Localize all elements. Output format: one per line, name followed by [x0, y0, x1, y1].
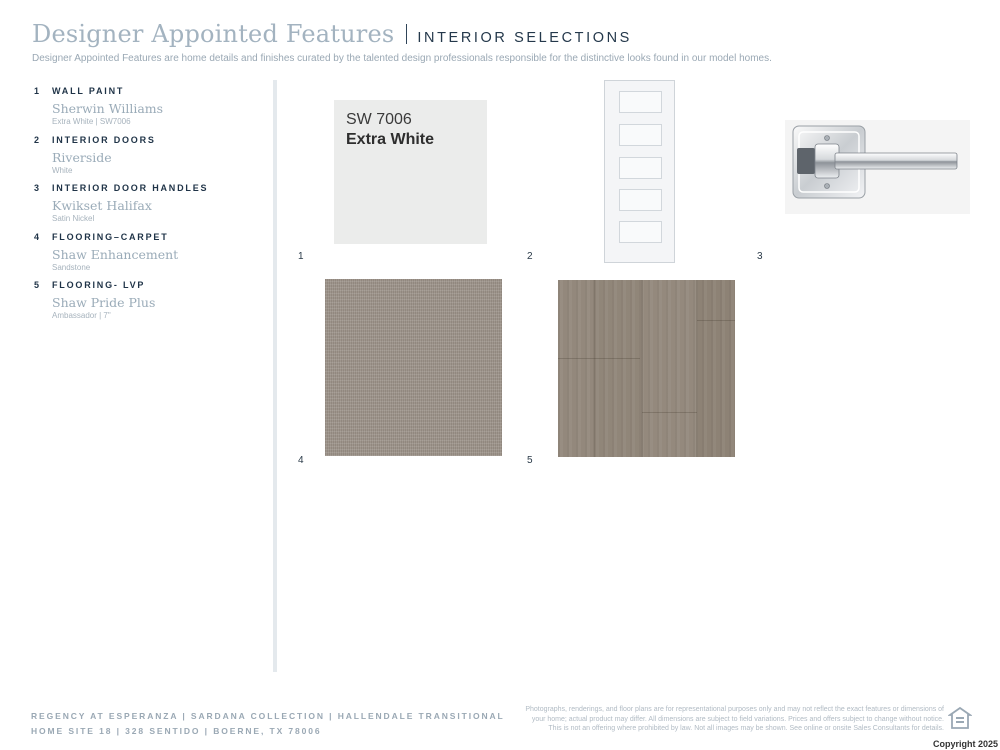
feature-category: WALL PAINT: [52, 86, 125, 96]
door-panel: [619, 221, 662, 243]
paint-code: SW 7006: [346, 111, 412, 128]
feature-number: 2: [34, 134, 41, 145]
swatch-label-5: 5: [527, 455, 533, 466]
footer-disclaimer: [498, 705, 944, 734]
feature-item-carpet: [34, 232, 259, 281]
swatch-label-4: 4: [298, 455, 304, 466]
feature-detail: White: [52, 165, 73, 175]
equal-housing-icon: [948, 706, 972, 730]
page-header: [32, 20, 972, 64]
feature-category: INTERIOR DOOR HANDLES: [52, 183, 209, 193]
feature-detail: Ambassador | 7": [52, 311, 111, 320]
page-subtitle: INTERIOR SELECTIONS: [417, 30, 632, 46]
feature-category: FLOORING- LVP: [52, 280, 146, 290]
feature-detail: Sandstone: [52, 262, 91, 272]
plank-seam: [558, 358, 640, 359]
title-divider: [406, 24, 407, 44]
door-panel: [619, 124, 662, 146]
feature-number: 5: [34, 280, 41, 290]
page-title: Designer Appointed Features: [32, 20, 395, 48]
footer-home-site: HOME SITE 18 | 328 SENTIDO | BOERNE, TX 78006: [31, 726, 322, 736]
feature-number: 1: [34, 86, 41, 96]
feature-item-lvp: [34, 280, 259, 329]
title-row: [32, 20, 972, 48]
feature-name: Shaw Pride Plus: [52, 295, 156, 310]
swatch-label-2: 2: [527, 251, 533, 262]
door-panel: [619, 189, 662, 211]
paint-swatch: [334, 100, 487, 244]
door-image: [604, 80, 675, 263]
feature-category: FLOORING–CARPET: [52, 231, 169, 242]
swatch-label-3: 3: [757, 251, 763, 262]
feature-list: [34, 86, 259, 329]
disclaimer-line: Photographs, renderings, and floor plans are for representational purposes only and may not reflect the exact features or dimensions of: [525, 706, 944, 713]
lvp-swatch: [558, 280, 735, 457]
feature-number: 3: [34, 183, 41, 193]
feature-name: Kwikset Halifax: [52, 198, 152, 213]
door-handle-illustration: [785, 120, 970, 214]
vertical-divider: [273, 80, 277, 672]
carpet-swatch: [325, 279, 502, 456]
feature-name: Shaw Enhancement: [52, 246, 179, 262]
feature-name: Riverside: [52, 149, 112, 165]
swatch-label-1: 1: [298, 251, 304, 262]
plank-seam: [642, 412, 697, 413]
paint-name: Extra White: [346, 131, 435, 148]
plank-seam: [697, 320, 735, 321]
feature-detail: Extra White | SW7006: [52, 117, 131, 126]
feature-item-door-handles: [34, 183, 259, 232]
door-panel: [619, 91, 662, 113]
disclaimer-line: your home; actual product may differ. All dimensions are subject to field variations. Prices and offers subject to change without notice.: [531, 715, 944, 723]
feature-detail: Satin Nickel: [52, 214, 95, 223]
feature-name: Sherwin Williams: [52, 101, 164, 116]
feature-item-interior-doors: [34, 135, 259, 184]
feature-number: 4: [34, 231, 41, 242]
feature-category: INTERIOR DOORS: [52, 134, 156, 145]
footer-community: REGENCY AT ESPERANZA | SARDANA COLLECTION | HALLENDALE TRANSITIONAL: [31, 711, 505, 721]
footer-address: [31, 709, 505, 739]
door-handle-image: [785, 120, 970, 214]
copyright: Copyright 2025: [932, 739, 998, 749]
door-panel: [619, 157, 662, 179]
feature-item-wall-paint: [34, 86, 259, 135]
disclaimer-line: This is not an offering where prohibited by law. Not all images may be shown. See online or onsite Sales Consultants for details.: [548, 725, 944, 733]
intro-text: Designer Appointed Features are home details and finishes curated by the talented design professionals responsible for the distinctive looks found in our model homes.: [32, 53, 772, 64]
